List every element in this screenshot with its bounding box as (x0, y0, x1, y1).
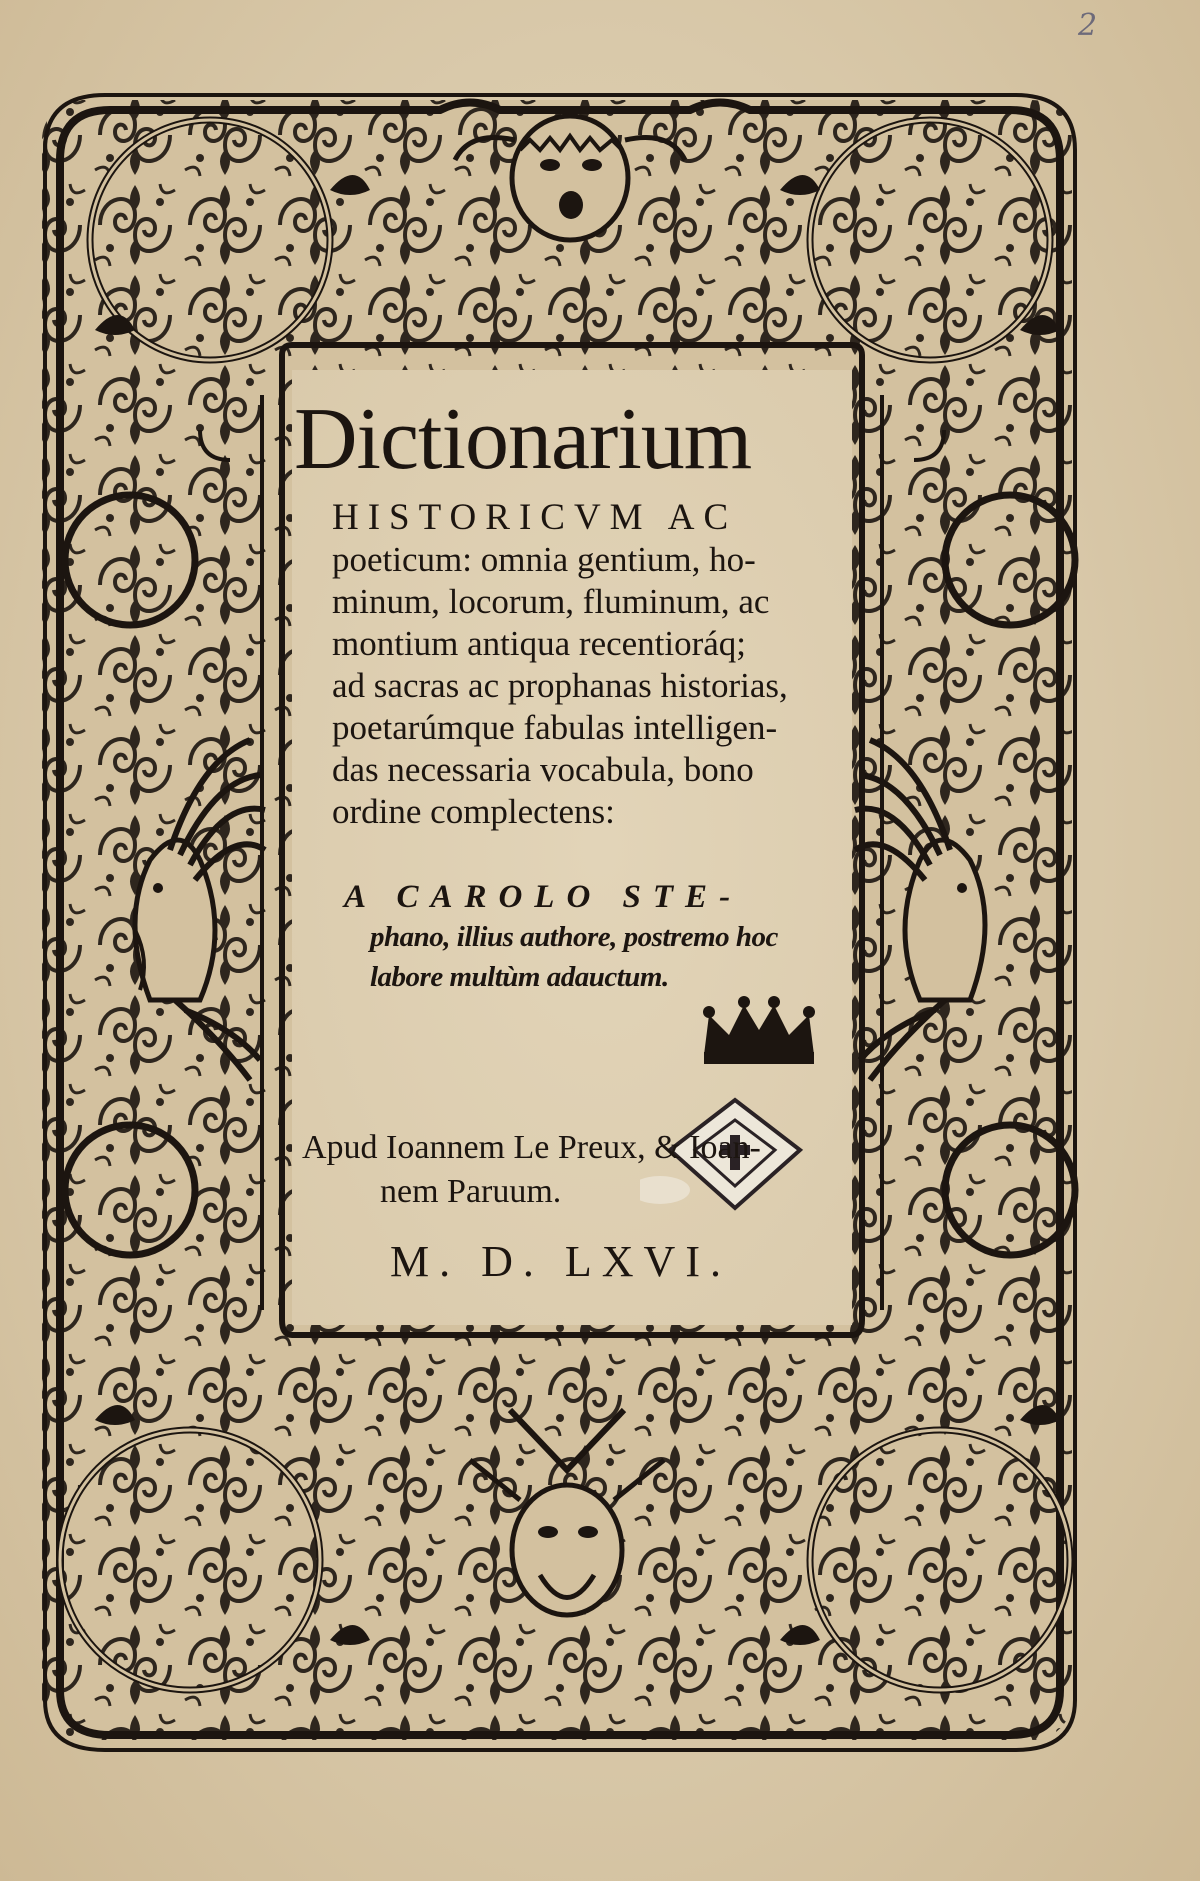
description-line: minum, locorum, fluminum, ac (332, 582, 770, 621)
book-subtitle: HISTORICVM AC (332, 497, 738, 538)
title-text-block (292, 392, 832, 997)
description-line: poetarúmque fabulas intelligen- (332, 708, 778, 747)
description-line: poeticum: omnia gentium, ho- (332, 540, 756, 579)
description-line: ad sacras ac prophanas historias, (332, 666, 788, 705)
description-line: ordine complectens: (332, 792, 615, 831)
description-line: montium antiqua recentioráq; (332, 624, 747, 663)
imprint-line: Apud Ioannem Le Preux, & Ioan- (302, 1129, 761, 1166)
author-statement (292, 877, 832, 997)
author-line: labore multùm adauctum. (370, 961, 669, 993)
book-title: Dictionarium (294, 391, 752, 488)
imprint-line: nem Paruum. (380, 1173, 562, 1210)
publication-date: M. D. LXVI. (390, 1237, 731, 1286)
author-line: phano, illius authore, postremo hoc (370, 921, 778, 953)
description-line: das necessaria vocabula, bono (332, 750, 754, 789)
imprint-block (302, 1126, 862, 1214)
crown-icon (694, 990, 824, 1070)
author-line: A CAROLO STE- (344, 879, 743, 915)
